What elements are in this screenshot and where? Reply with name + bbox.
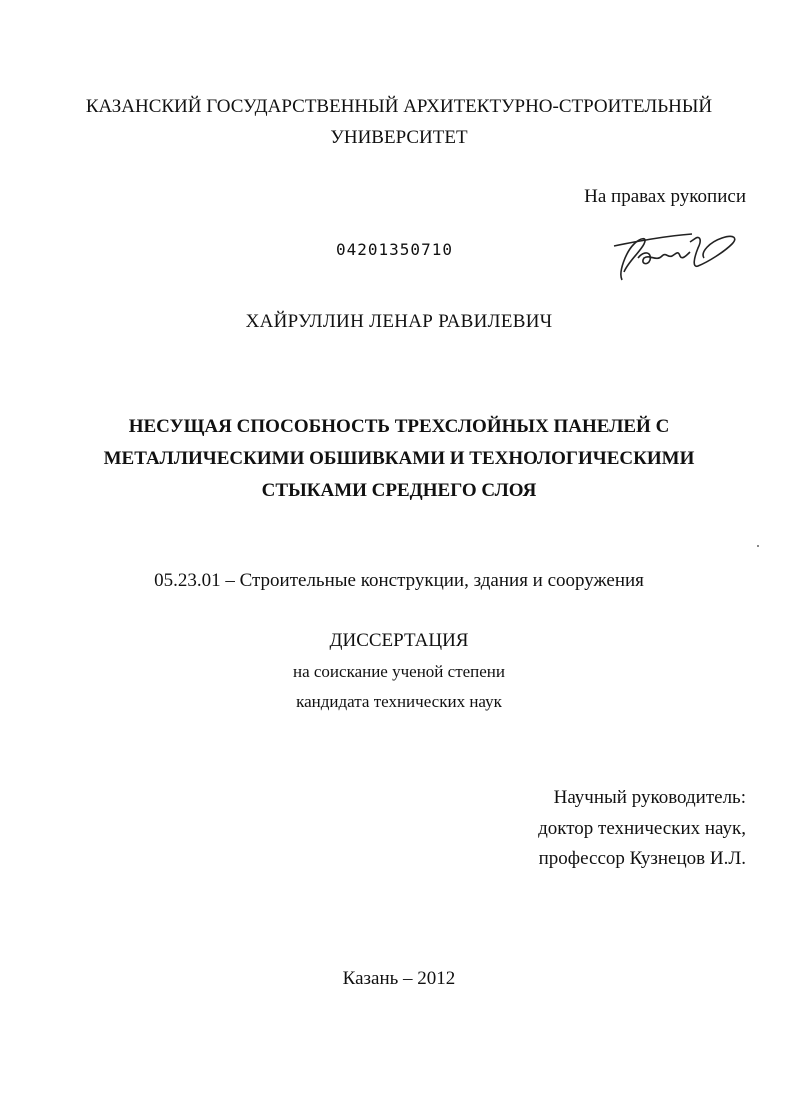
dissertation-type: ДИССЕРТАЦИЯ xyxy=(329,630,469,651)
dissertation-title-line3: СТЫКАМИ СРЕДНЕГО СЛОЯ xyxy=(261,480,537,501)
author-name: ХАЙРУЛЛИН ЛЕНАР РАВИЛЕВИЧ xyxy=(245,311,553,332)
signature-icon xyxy=(604,222,744,286)
manuscript-note: На правах рукописи xyxy=(584,186,746,207)
place-year: Казань – 2012 xyxy=(342,968,456,989)
supervisor-name: профессор Кузнецов И.Л. xyxy=(538,848,746,869)
dissertation-title-line2: МЕТАЛЛИЧЕСКИМИ ОБШИВКАМИ И ТЕХНОЛОГИЧЕСКИМИ xyxy=(103,448,695,469)
degree-purpose-line1: на соискание ученой степени xyxy=(292,662,506,681)
scan-speck xyxy=(757,545,759,547)
supervisor-label: Научный руководитель: xyxy=(553,787,746,808)
university-name-line2: УНИВЕРСИТЕТ xyxy=(330,127,468,148)
supervisor-degree: доктор технических наук, xyxy=(538,818,746,839)
archive-number: 04201350710 xyxy=(336,240,453,259)
degree-purpose-line2: кандидата технических наук xyxy=(296,692,502,711)
university-name-line1: КАЗАНСКИЙ ГОСУДАРСТВЕННЫЙ АРХИТЕКТУРНО-СТРОИТЕЛЬНЫЙ xyxy=(85,96,713,117)
specialty-code: 05.23.01 – Строительные конструкции, здания и сооружения xyxy=(154,570,644,591)
dissertation-title-line1: НЕСУЩАЯ СПОСОБНОСТЬ ТРЕХСЛОЙНЫХ ПАНЕЛЕЙ С xyxy=(128,416,670,437)
